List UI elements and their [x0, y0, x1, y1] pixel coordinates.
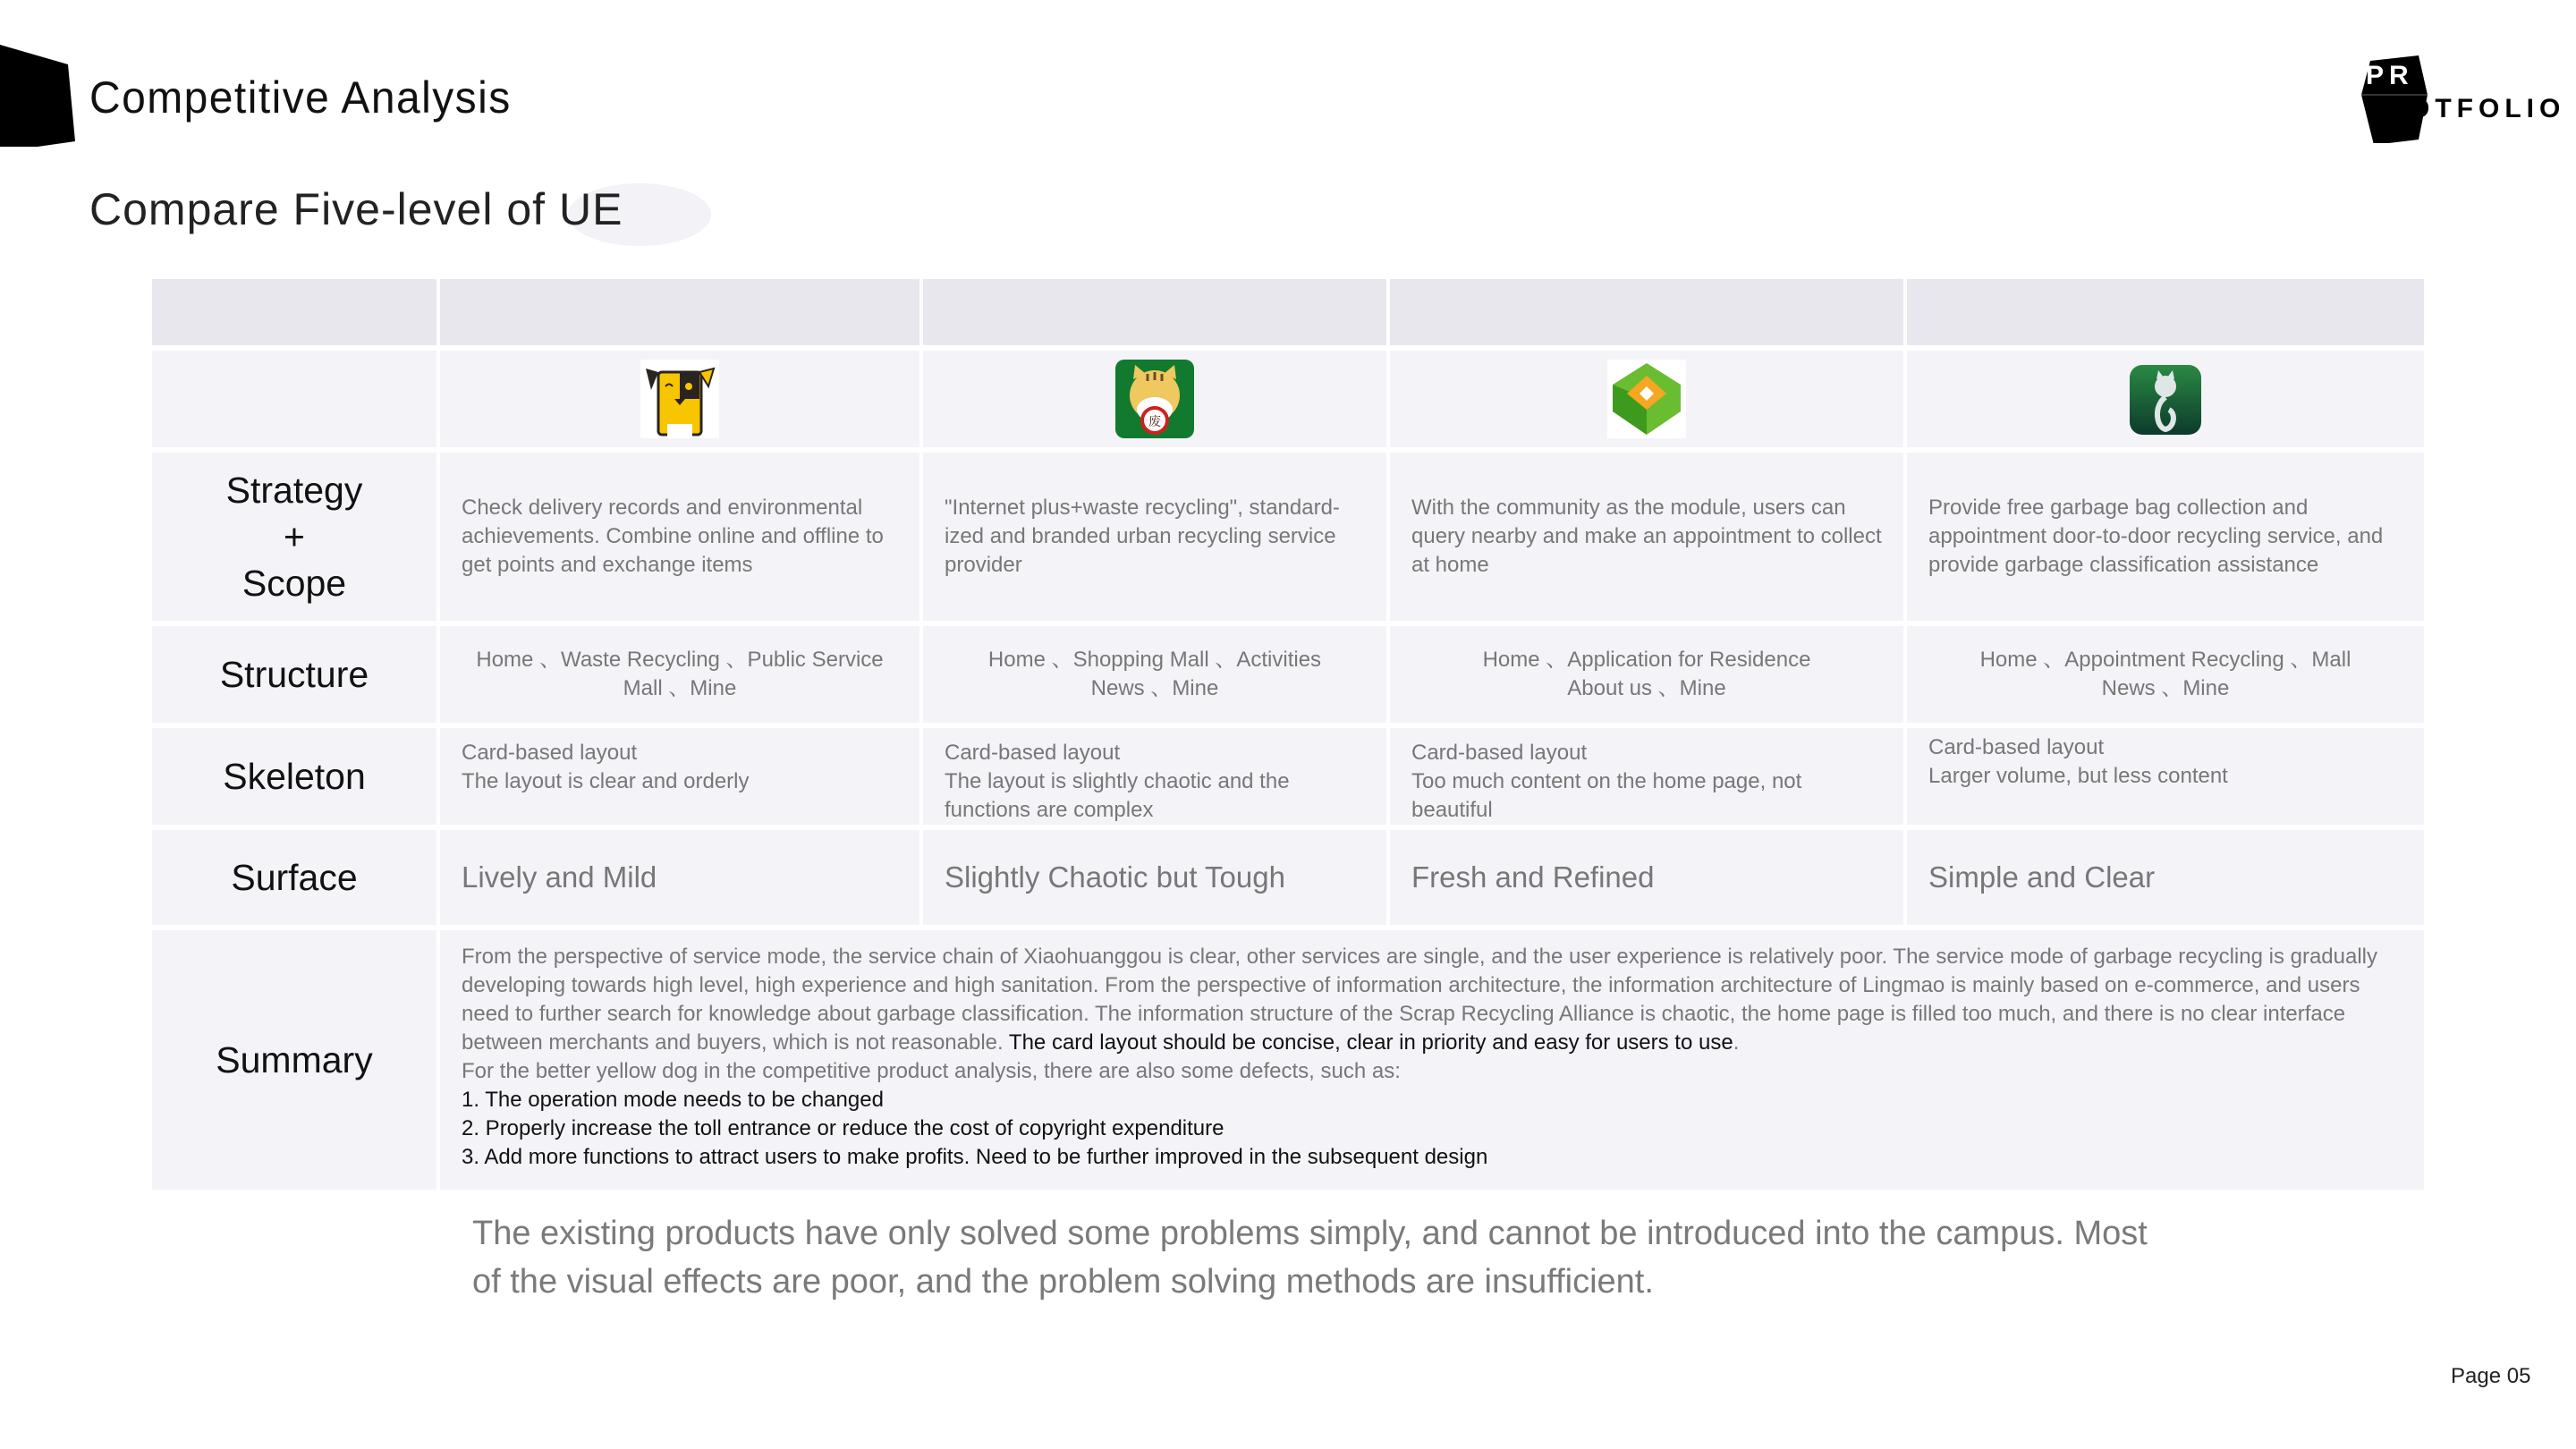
summary-period: . — [1733, 1030, 1740, 1055]
skeleton-cell — [1907, 728, 2424, 825]
structure-line: Home 、Waste Recycling 、Public Service — [476, 648, 884, 672]
structure-cell — [923, 626, 1386, 723]
row-label-strategy-scope — [152, 453, 436, 621]
skeleton-line: Card-based layout — [1411, 741, 1588, 765]
app-icon-cell — [1390, 351, 1903, 447]
row-label-structure: Structure — [152, 626, 436, 723]
defects-intro: For the better yellow dog in the competitive product analysis, there are also some defects, such as: — [462, 1059, 1401, 1083]
lingmao-cat-icon — [1115, 360, 1194, 438]
skeleton-line: Larger volume, but less content — [1928, 764, 2228, 788]
skeleton-line: Card-based layout — [1928, 735, 2105, 759]
skeleton-line: Too much content on the home page, not beautiful — [1411, 769, 1802, 822]
page-title: Competitive Analysis — [89, 72, 512, 123]
conclusion-text: The existing products have only solved some problems simply, and cannot be introduced into the campus. Most of the visual effects are poor, and the problem solving methods are insufficient. — [472, 1215, 2148, 1301]
structure-line: News 、Mine — [2101, 676, 2230, 700]
skeleton-line: The layout is clear and orderly — [462, 769, 750, 793]
strategy-cell: Provide free garbage bag collection and appointment door-to-door recycling service, and provide garbage classification assistance — [1907, 453, 2424, 621]
skeleton-cell — [923, 728, 1386, 825]
summary-key-conclusion: The card layout should be concise, clear in priority and easy for users to use — [1008, 1030, 1733, 1055]
comparison-table — [152, 279, 2424, 1190]
corner-decoration-shape — [0, 39, 77, 147]
header-cell — [923, 279, 1386, 345]
scrap-recycling-alliance-icon — [1607, 360, 1686, 438]
structure-line: Mall 、Mine — [623, 676, 737, 700]
skeleton-line: Card-based layout — [462, 741, 638, 765]
app-icon-cell — [923, 351, 1386, 447]
row-label-line: Strategy — [225, 470, 363, 511]
xiaohuanggou-dog-icon — [640, 360, 719, 438]
page-number: Page 05 — [2451, 1364, 2531, 1388]
header-cell — [152, 279, 436, 345]
structure-line: Home 、Application for Residence — [1482, 648, 1811, 672]
app-icon-cell — [1907, 351, 2424, 447]
row-label-line: + — [284, 516, 305, 557]
app-icon-cell — [440, 351, 919, 447]
logo-otfolio-text: OTFOLIO — [2409, 94, 2566, 123]
summary-cell — [440, 930, 2424, 1190]
row-label-skeleton: Skeleton — [152, 728, 436, 825]
surface-cell: Fresh and Refined — [1390, 830, 1903, 925]
header-cell — [1907, 279, 2424, 345]
structure-cell — [1390, 626, 1903, 723]
strategy-cell: Check delivery records and environmental achievements. Combine online and offline to get points and exchange items — [440, 453, 919, 621]
skeleton-line: Card-based layout — [945, 741, 1121, 765]
structure-line: News 、Mine — [1090, 676, 1219, 700]
defect-item: 2. Properly increase the toll entrance or reduce the cost of copyright expenditure — [462, 1116, 1224, 1140]
surface-cell: Slightly Chaotic but Tough — [923, 830, 1386, 925]
subtitle-text: Compare Five-level of UE — [89, 184, 623, 234]
surface-cell: Simple and Clear — [1907, 830, 2424, 925]
header-cell — [440, 279, 919, 345]
structure-line: Home 、Shopping Mall 、Activities — [987, 648, 1322, 672]
defect-item: 3. Add more functions to attract users to make profits. Need to be further improved in the subsequent design — [462, 1145, 1488, 1169]
summary-paragraph — [462, 943, 2402, 1057]
structure-cell — [440, 626, 919, 723]
summary-analysis-text: From the perspective of service mode, the service chain of Xiaohuanggou is clear, other services are single, and the user experience is relatively poor. The service mode of garbage recycling is gradually developing towards high level, high experience and high sanitation. From the perspective of information architecture, the information architecture of Lingmao is mainly based on e-commerce, and users need to further search for knowledge about garbage classification. The information structure of the Scrap Recycling Alliance is chaotic, the home page is filled too much, and there is no clear interface between merchants and buyers, which is not reasonable. — [462, 945, 2378, 1055]
skeleton-cell — [1390, 728, 1903, 825]
structure-cell — [1907, 626, 2424, 723]
strategy-cell: "Internet plus+waste recycling", standard-ized and branded urban recycling service provider — [923, 453, 1386, 621]
recycling-cat-green-icon — [2126, 360, 2205, 438]
section-subtitle — [89, 183, 623, 235]
svg-text:废: 废 — [1148, 414, 1161, 428]
icon-row-label-cell — [152, 351, 436, 447]
strategy-cell: With the community as the module, users can query nearby and make an appointment to collect at home — [1390, 453, 1903, 621]
header-cell — [1390, 279, 1903, 345]
row-label-surface: Surface — [152, 830, 436, 925]
surface-cell: Lively and Mild — [440, 830, 919, 925]
skeleton-line: The layout is slightly chaotic and the functions are complex — [945, 769, 1290, 822]
row-label-line: Scope — [242, 563, 347, 604]
structure-line: Home 、Appointment Recycling 、Mall — [1979, 648, 2351, 672]
skeleton-cell — [440, 728, 919, 825]
logo-pr-text: PR — [2366, 61, 2414, 90]
row-label-summary: Summary — [152, 930, 436, 1190]
defect-item: 1. The operation mode needs to be changed — [462, 1088, 884, 1112]
structure-line: About us 、Mine — [1567, 676, 1726, 700]
